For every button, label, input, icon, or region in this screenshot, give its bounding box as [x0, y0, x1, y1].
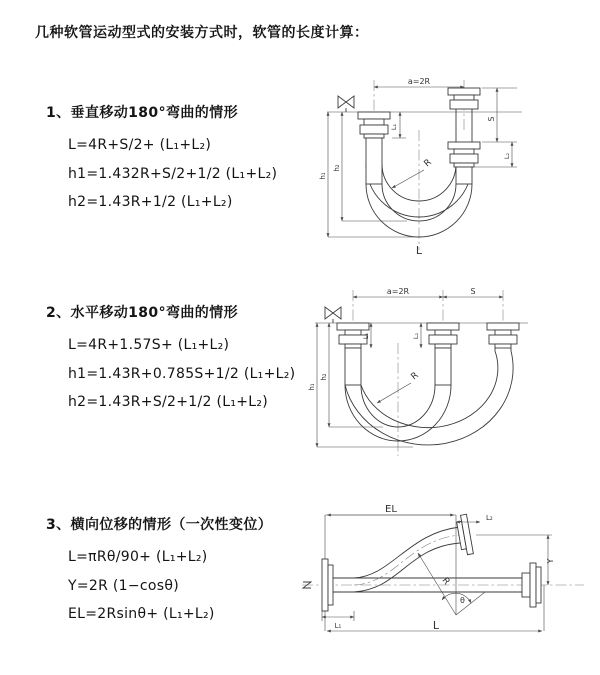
right-fitting-upper	[448, 88, 480, 109]
section-vertical-180	[46, 102, 277, 217]
formula-EL: EL=2Rsinθ+ (L₁+L₂)	[68, 606, 215, 622]
formula-L: L=4R+1.57S+ (L₁+L₂)	[68, 337, 230, 353]
page-title: 几种软管运动型式的安装方式时，软管的长度计算：	[35, 25, 369, 41]
dim-label-r: R	[422, 157, 434, 170]
diagram-vertical-180-bend	[312, 72, 562, 257]
formula-L: L=πRθ/90+ (L₁+L₂)	[68, 549, 208, 565]
dim-label-el: EL	[385, 504, 397, 515]
section-heading: 2、水平移动180°弯曲的情形	[46, 305, 238, 321]
right-fitting	[522, 563, 541, 607]
dim-label-h1: h₁	[308, 383, 316, 391]
hose-curves	[345, 348, 513, 445]
section-horizontal-180	[46, 302, 295, 417]
braided-hose	[435, 348, 451, 385]
section-lateral-displacement	[46, 514, 272, 629]
dim-label-l2: L₂	[412, 332, 420, 340]
formula-Y: Y=2R (1−cosθ)	[68, 577, 179, 594]
dim-label-y: Y	[546, 558, 555, 564]
dim-label-l1: L₁	[334, 622, 342, 630]
left-fitting	[337, 323, 369, 385]
dim-label-theta: θ	[460, 596, 465, 605]
formula-h1: h1=1.43R+0.785S+1/2 (L₁+L₂)	[68, 365, 296, 382]
dim-label-a2r: a=2R	[407, 77, 431, 86]
formula-h2: h2=1.43R+S/2+1/2 (L₁+L₂)	[68, 394, 269, 410]
dim-label-s: S	[487, 116, 496, 122]
dim-label-r: R	[409, 370, 421, 383]
diagram-horizontal-180-bend	[303, 281, 568, 466]
braided-hose	[456, 167, 472, 184]
right-fitting-moved	[487, 323, 519, 348]
formula-h1: h1=1.432R+S/2+1/2 (L₁+L₂)	[68, 165, 278, 182]
formula-h2: h2=1.43R+1/2 (L₁+L₂)	[68, 194, 233, 210]
dim-label-l: L	[415, 244, 423, 257]
section-heading: 3、横向位移的情形（一次性变位）	[46, 517, 273, 533]
right-fitting-lower	[448, 142, 480, 184]
dim-label-l1: L₁	[390, 123, 398, 131]
dim-label-h2: h₂	[333, 164, 341, 172]
dim-label-l2: L₂	[486, 514, 493, 522]
dim-label-l: L	[432, 619, 440, 632]
left-fitting	[358, 112, 390, 184]
dim-label-r: R	[439, 575, 452, 587]
braided-hose	[366, 138, 382, 184]
valve-icon	[325, 307, 341, 323]
middle-fitting	[427, 323, 459, 385]
braided-hose	[345, 348, 361, 385]
valve-icon	[338, 96, 354, 112]
diagram-lateral-displacement	[296, 503, 591, 643]
dim-label-h1: h₁	[319, 172, 327, 180]
formula-L: L=4R+S/2+ (L₁+L₂)	[68, 137, 212, 153]
left-flange	[322, 559, 333, 611]
dim-label-a2r: a=2R	[386, 287, 410, 296]
dim-label-l1: L₁	[362, 332, 370, 340]
dim-label-s: S	[470, 287, 476, 296]
dim-label-l2: L₂	[503, 152, 511, 160]
section-heading: 1、垂直移动180°弯曲的情形	[46, 105, 238, 121]
dim-label-h2: h₂	[320, 373, 328, 381]
